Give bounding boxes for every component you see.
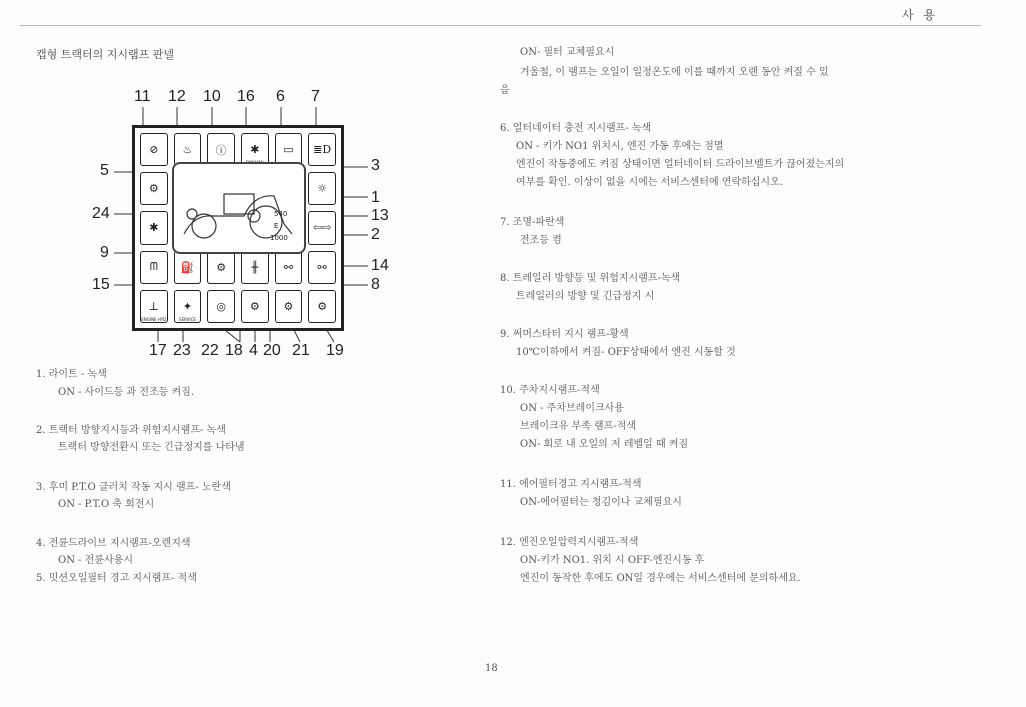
callout-16: 16 xyxy=(237,88,255,105)
callout-20: 20 xyxy=(263,342,281,359)
callout-11: 11 xyxy=(134,88,151,105)
right-text-line: 11. 에어필터경고 지시램프-적색 xyxy=(500,479,642,490)
right-text-line: ON - 주차브레이크사용 xyxy=(520,403,624,414)
callout-17: 17 xyxy=(149,342,167,359)
callout-7: 7 xyxy=(311,88,320,105)
thermostarter-icon: ✱ xyxy=(140,211,168,244)
callout-2: 2 xyxy=(371,226,380,243)
callout-21: 21 xyxy=(292,342,310,359)
service-label: SERVICE xyxy=(179,317,196,322)
right-text-line: 전조등 켬 xyxy=(520,235,562,246)
four-wd-icon: ⚙ xyxy=(207,251,235,284)
right-text-line: 엔진이 동작한 후에도 ON일 경우에는 서비스센터에 문의하세요. xyxy=(520,573,801,584)
right-text-line: 10. 주차지시램프-적색 xyxy=(500,385,600,396)
light-icon: ☼ xyxy=(308,172,336,205)
oil-pressure-icon: ♨ xyxy=(174,133,202,166)
callout-6: 6 xyxy=(276,88,285,105)
right-text-line: ON-키가 NO1. 위치 시 OFF-엔진시동 후 xyxy=(520,555,705,566)
left-text-line: 1. 라이트 - 녹색 xyxy=(36,369,107,380)
dynamo-icon: ✱ xyxy=(241,133,269,166)
right-text-line: 9. 써머스타터 지시 램프-황색 xyxy=(500,329,629,340)
right-text-line: 10℃이하에서 켜짐- OFF상태에서 엔진 시동할 것 xyxy=(516,347,736,358)
callout-19: 19 xyxy=(326,342,344,359)
left-text-line: 5. 밋션오일필터 경고 지시램프- 적색 xyxy=(36,573,197,584)
air-filter-icon: ⊘ xyxy=(140,133,168,166)
battery-icon: ▭ xyxy=(275,133,303,166)
fuel-icon: ⛽ xyxy=(174,251,202,284)
hydraulic-label: ENGINE HYD xyxy=(141,317,167,322)
right-text-line: 겨울철, 이 램프는 오일이 일정온도에 이를 때까지 오랜 동안 켜질 수 있 xyxy=(520,67,829,78)
callout-14: 14 xyxy=(371,257,389,274)
left-text-line: 3. 후미 P.T.O 클러치 작동 지시 램프- 노란색 xyxy=(36,482,231,493)
headlight-icon: ≣D xyxy=(308,133,336,166)
callout-13: 13 xyxy=(371,207,389,224)
left-text-line: 2. 트랙터 방향지시등과 위험지시램프- 녹색 xyxy=(36,425,226,436)
right-text-line: 음 xyxy=(500,85,510,96)
pto-1000-readout: 1000 xyxy=(270,234,288,242)
trailer-1-icon: ⚯ xyxy=(275,251,303,284)
callout-8: 8 xyxy=(371,276,380,293)
callout-5: 5 xyxy=(100,162,109,179)
section-title: 캡형 트랙터의 지시램프 판넬 xyxy=(36,48,175,61)
callout-15: 15 xyxy=(92,276,110,293)
left-text-line: 4. 전륜드라이브 지시램프-오렌지색 xyxy=(36,538,191,549)
hydraulic-icon: ⊥ ENGINE HYD xyxy=(140,290,168,323)
right-text-line: ON- 필터 교체필요시 xyxy=(520,47,615,58)
callout-18: 18 xyxy=(225,342,243,359)
gear-2-icon: ⚙ xyxy=(275,290,303,323)
callout-4: 4 xyxy=(249,342,258,359)
right-text-line: 여부를 확인. 이상이 없을 시에는 서비스센터에 연락하십시오. xyxy=(516,177,783,188)
transmission-filter-icon: ⚙ xyxy=(140,172,168,205)
right-text-line: 12. 엔진오일압력지시램프-적색 xyxy=(500,537,639,548)
right-text-line: 6. 얼터네이터 충전 지시램프- 녹색 xyxy=(500,123,652,134)
brake-icon: ◎ xyxy=(207,290,235,323)
diff-lock-icon: ╫ xyxy=(241,251,269,284)
left-text-line: ON - P.T.O 축 회전시 xyxy=(58,499,155,510)
thermostart-coil-icon: ᗰ xyxy=(140,251,168,284)
callout-10: 10 xyxy=(203,88,221,105)
callout-24: 24 xyxy=(92,205,110,222)
right-text-line: 트레일러의 방향 및 긴급정지 시 xyxy=(516,291,655,302)
service-icon: ✦ SERVICE xyxy=(174,290,202,323)
callout-23: 23 xyxy=(173,342,191,359)
right-text-line: ON- 회로 내 오일의 저 레벨일 때 켜짐 xyxy=(520,439,689,450)
left-text-line: ON - 사이드등 과 전조등 켜짐. xyxy=(58,387,194,398)
right-text-line: 브레이크유 부족 램프-적색 xyxy=(520,421,636,432)
page-header: 사 용 xyxy=(902,8,938,22)
left-text-line: ON - 전륜사용시 xyxy=(58,555,133,566)
left-text-line: 트랙터 방향전환시 또는 긴급정지를 나타냄 xyxy=(58,442,245,453)
callout-1: 1 xyxy=(371,189,380,206)
trailer-2-icon: ⚯ xyxy=(308,251,336,284)
parking-brake-icon: ⓘ xyxy=(207,133,235,166)
right-text-line: 7. 조명-파란색 xyxy=(500,217,565,228)
right-text-line: 엔진이 작동중에도 켜짐 상태이면 얼터네이터 드라이브벨트가 끊어졌는지의 xyxy=(516,159,845,170)
header-rule xyxy=(20,25,981,26)
right-text-line: ON-에어필터는 청김이나 교체필요시 xyxy=(520,497,682,508)
page-number: 18 xyxy=(485,663,498,674)
right-text-line: ON - 키가 NO1 위치시, 엔진 가동 후에는 점멸 xyxy=(516,141,724,152)
gear-3-icon: ⚙ xyxy=(308,290,336,323)
callout-12: 12 xyxy=(168,88,186,105)
tractor-display xyxy=(172,162,306,254)
callout-3: 3 xyxy=(371,157,380,174)
gear-1-icon: ⚙ xyxy=(241,290,269,323)
pto-e-readout: E xyxy=(274,222,279,230)
pto-540-readout: 540 xyxy=(274,210,288,218)
turn-signal-icon: ⇦⇨ xyxy=(308,211,336,244)
callout-9: 9 xyxy=(100,244,109,261)
callout-22: 22 xyxy=(201,342,219,359)
right-text-line: 8. 트레일러 방향등 및 위험지시램프-녹색 xyxy=(500,273,681,284)
